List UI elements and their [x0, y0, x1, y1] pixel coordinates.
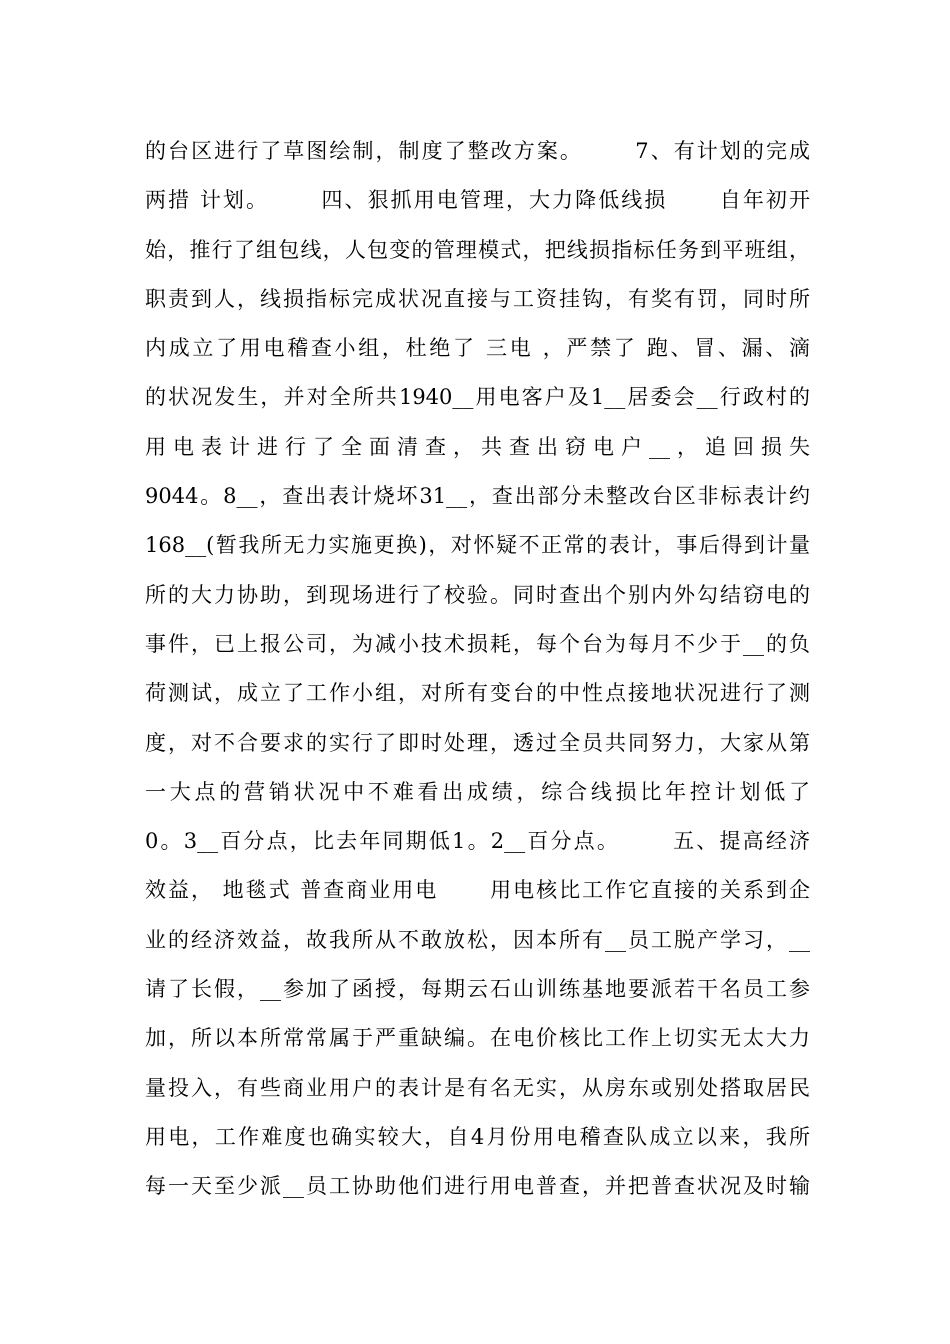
text-line: 加，所以本所常常属于严重缺编。在电价核比工作上切实无太大力 — [145, 1026, 810, 1051]
text-line: 168__(暂我所无力实施更换)，对怀疑不正常的表计，事后得到计量 — [145, 533, 810, 558]
text-line: 事件，已上报公司，为减小技术损耗，每个台为每月不少于__的负 — [145, 631, 810, 656]
text-line: 每一天至少派__员工协助他们进行用电普查，并把普查状况及时输 — [145, 1174, 810, 1199]
text-line: 荷测试，成立了工作小组，对所有变台的中性点接地状况进行了测 — [145, 681, 810, 706]
text-line: 的状况发生，并对全所共1940__用电客户及1__居委会__行政村的 — [145, 385, 810, 410]
text-line: 0。3__百分点，比去年同期低1。2__百分点。 五、提高经济 — [145, 829, 810, 854]
text-line: 职责到人，线损指标完成状况直接与工资挂钩，有奖有罚，同时所 — [145, 286, 810, 311]
text-line: 度，对不合要求的实行了即时处理，透过全员共同努力，大家从第 — [145, 730, 810, 755]
text-line: 用电表计进行了全面清查，共查出窃电户__，追回损失 — [145, 434, 810, 459]
text-line: 用电，工作难度也确实较大，自4月份用电稽查队成立以来，我所 — [145, 1124, 810, 1149]
text-line: 一大点的营销状况中不难看出成绩，综合线损比年控计划低了 — [145, 779, 810, 804]
text-line: 的台区进行了草图绘制，制度了整改方案。 7、有计划的完成 — [145, 139, 810, 163]
text-line: 9044。8__，查出表计烧坏31__，查出部分未整改台区非标表计约 — [145, 484, 810, 509]
text-line: 效益， 地毯式 普查商业用电 用电核比工作它直接的关系到企 — [145, 878, 810, 903]
text-line: 两措 计划。 四、狠抓用电管理，大力降低线损 自年初开 — [145, 188, 810, 213]
text-line: 内成立了用电稽查小组，杜绝了 三电 ，严禁了 跑、冒、漏、滴 — [145, 336, 810, 361]
text-line: 业的经济效益，故我所从不敢放松，因本所有__员工脱产学习，__ — [145, 927, 810, 952]
text-line: 请了长假，__参加了函授，每期云石山训练基地要派若干名员工参 — [145, 977, 810, 1002]
body-text — [145, 131, 810, 1216]
text-line: 始，推行了组包线，人包变的管理模式，把线损指标任务到平班组， — [145, 237, 810, 262]
text-line: 量投入，有些商业用户的表计是有名无实，从房东或别处搭取居民 — [145, 1075, 810, 1100]
text-line: 所的大力协助，到现场进行了校验。同时查出个别内外勾结窃电的 — [145, 582, 810, 607]
